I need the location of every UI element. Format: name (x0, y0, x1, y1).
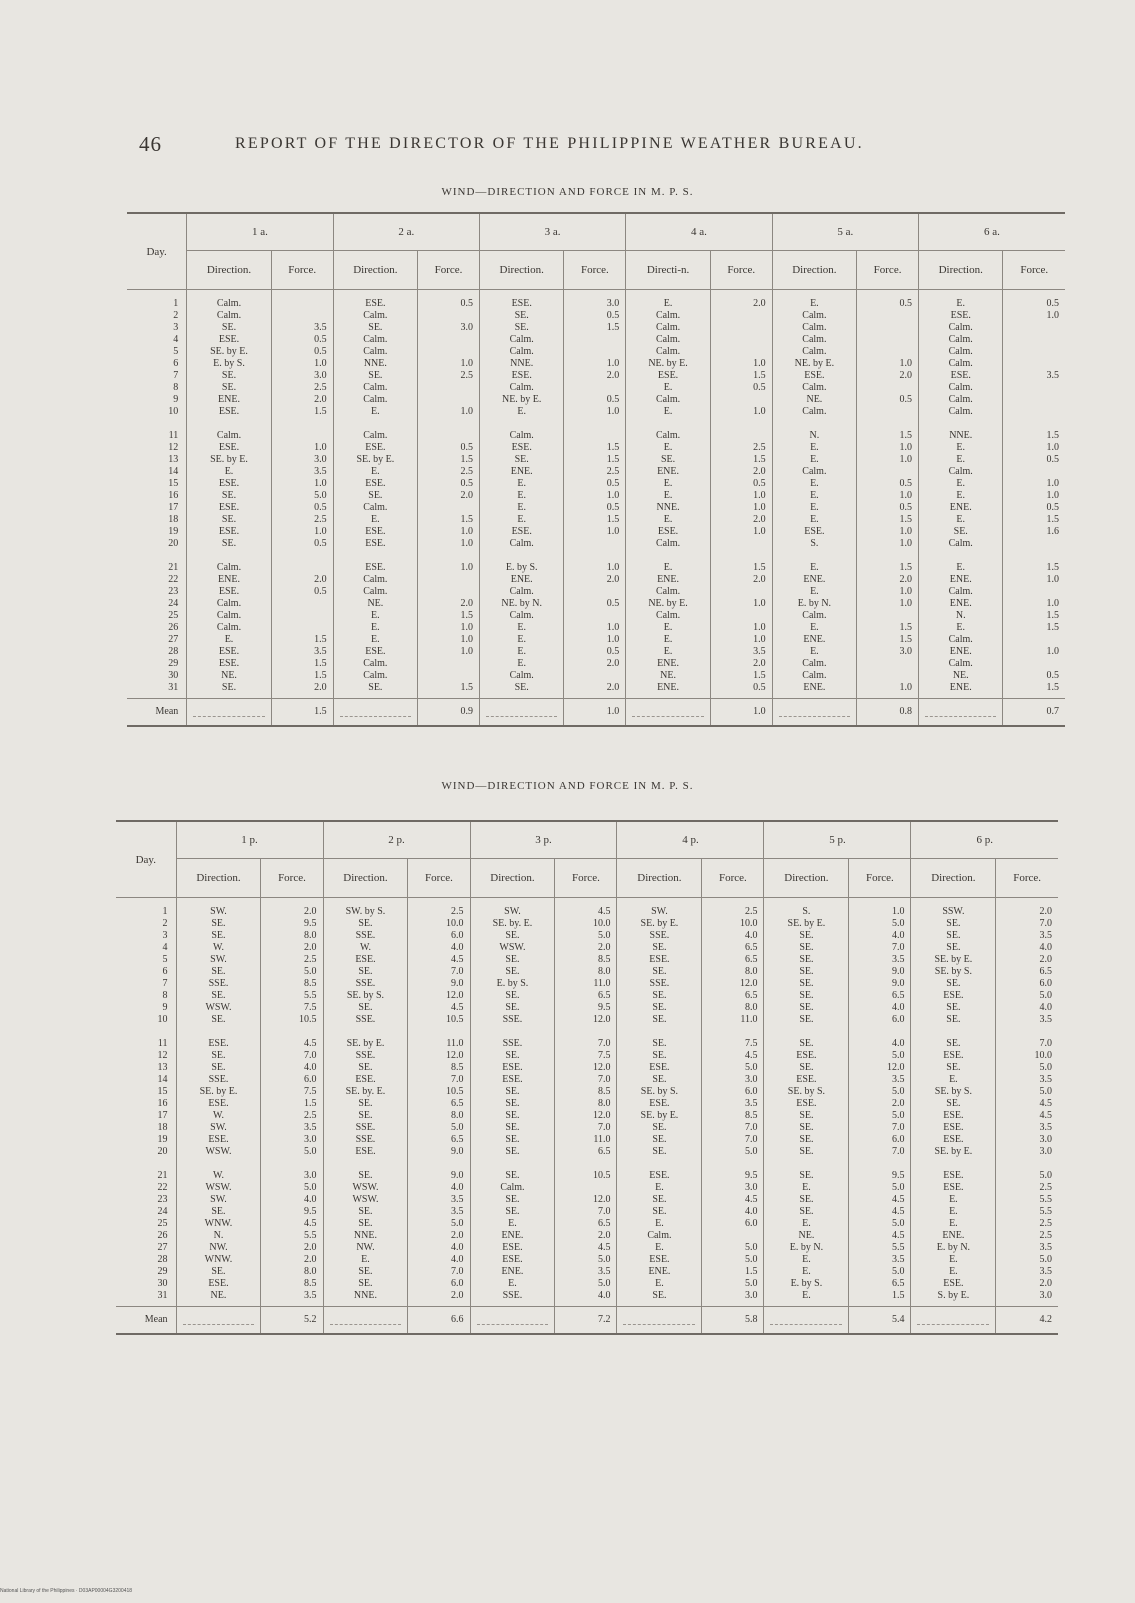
am-wind-table (127, 212, 1065, 727)
dash-rule (623, 1316, 695, 1325)
am-hour-header: 2 a. (333, 213, 479, 251)
force-cell: 3.5 0.5 0.5 1.0 3.0 2.5 2.0 1.5 (271, 290, 333, 423)
force-cell: 2.5 10.0 4.0 6.5 6.5 8.0 12.0 6.5 8.0 11.0 (702, 898, 764, 1031)
day-numbers-cell: 1 2 3 4 5 6 7 8 9 10 (168, 298, 179, 417)
mean-dash-cell (617, 1307, 702, 1335)
mean-dash-cell (187, 699, 272, 727)
direction-cell: E. ENE. E. E. by N. Calm. E. ENE. E. Calm. Calm. ENE. (772, 554, 857, 699)
day-numbers-cell: 11 12 13 14 15 16 17 18 19 20 (168, 430, 179, 549)
direction-cell: SW. SE. by E. SSE. SE. ESE. SE. SSE. SE. SE. SE. (617, 898, 702, 1031)
mean-force-value: 1.5 (271, 699, 333, 727)
force-header: Force. (702, 859, 764, 898)
mean-force-value: 5.2 (261, 1307, 323, 1335)
mean-force-value: 7.2 (555, 1307, 617, 1335)
direction-cell: ESE. SE. SE. SSE. SE. by E. ESE. W. SW. ESE. WSW. (176, 1030, 261, 1162)
page-number: 46 (139, 132, 162, 156)
force-cell: 4.5 7.0 4.0 6.0 7.5 1.5 2.5 3.5 3.0 5.0 (261, 1030, 323, 1162)
direction-cell: Calm. ESE. SE. ENE. E. E. E. E. ESE. Calm. (479, 422, 564, 554)
force-cell: 3.0 5.0 4.0 9.5 4.5 5.5 2.0 2.0 8.0 8.5 3.5 (261, 1162, 323, 1307)
dash-rule (925, 708, 997, 717)
direction-cell: SE. SE. ESE. SE. SE. by S. ESE. SE. by E. SE. SE. SE. (617, 1030, 702, 1162)
mean-force-value: 5.4 (849, 1307, 911, 1335)
mean-force-value: 0.8 (857, 699, 919, 727)
am-hour-header: 4 a. (626, 213, 772, 251)
force-cell: 4.5 10.0 5.0 2.0 8.5 8.0 11.0 6.5 9.5 12.0 (555, 898, 617, 1031)
force-cell: 1.5 1.0 1.0 1.5 1.5 1.0 0.5 1.5 (1003, 554, 1065, 699)
force-header: Force. (408, 859, 470, 898)
day-group-row (127, 554, 1065, 699)
pm-hour-header: 4 p. (617, 821, 764, 859)
mean-force-value: 1.0 (710, 699, 772, 727)
force-cell: 9.5 3.0 4.5 4.0 6.0 5.0 5.0 1.5 5.0 3.0 (702, 1162, 764, 1307)
day-group-row (116, 898, 1058, 1031)
force-cell: 2.0 7.0 3.5 4.0 2.0 6.5 6.0 5.0 4.0 3.5 (996, 898, 1058, 1031)
mean-force-value: 4.2 (996, 1307, 1058, 1335)
dash-rule (340, 708, 412, 717)
direction-cell: SE. WSW. WSW. SE. SE. NNE. NW. E. SE. SE. NNE. (323, 1162, 408, 1307)
day-group-row (116, 1162, 1058, 1307)
mean-force-value: 5.8 (702, 1307, 764, 1335)
force-cell: 1.0 2.0 0.5 1.0 1.0 0.5 2.0 2.0 (564, 554, 626, 699)
direction-cell: SE. by E. SSE. SE. ESE. SE. by. E. SE. SE. SSE. SSE. ESE. (323, 1030, 408, 1162)
force-cell: 0.5 1.5 2.5 0.5 2.0 1.5 1.0 1.0 (418, 422, 480, 554)
force-cell: 5.0 2.5 5.5 5.5 2.5 2.5 3.5 5.0 3.5 2.0 3.0 (996, 1162, 1058, 1307)
direction-cell: Calm. Calm. SE. ESE. SE. by E. E. by S. SE. SE. ENE. ESE. (187, 290, 272, 423)
am-hour-header: 1 a. (187, 213, 333, 251)
force-header: Force. (271, 251, 333, 290)
am-table-caption: WIND—DIRECTION AND FORCE IN M. P. S. (441, 186, 694, 198)
direction-cell: SSW. SE. SE. SE. SE. by E. SE. by S. SE. ESE. SE. SE. (911, 898, 996, 1031)
dash-rule (330, 1316, 402, 1325)
dash-rule (193, 708, 265, 717)
force-cell: 10.5 12.0 7.0 6.5 2.0 4.5 5.0 3.5 5.0 4.0 (555, 1162, 617, 1307)
day-numbers-cell: 11 12 13 14 15 16 17 18 19 20 (157, 1038, 168, 1157)
am-hour-header: 3 a. (479, 213, 625, 251)
force-cell: 11.0 12.0 8.5 7.0 10.5 6.5 8.0 5.0 6.5 9.0 (408, 1030, 470, 1162)
force-cell: 1.5 1.0 0.5 1.0 1.0 0.5 1.5 1.6 (1003, 422, 1065, 554)
dash-rule (632, 708, 704, 717)
direction-header: Direction. (764, 859, 849, 898)
mean-dash-cell (918, 699, 1003, 727)
am-hour-header: 5 a. (772, 213, 918, 251)
force-cell: 0.5 1.0 2.0 0.5 (857, 290, 919, 423)
direction-cell: E. ENE. Calm. NE. by E. Calm. E. E. E. ENE. NE. ENE. (626, 554, 711, 699)
day-numbers-cell: 21 22 23 24 25 26 27 28 29 30 31 (157, 1170, 168, 1301)
direction-header: Direction. (617, 859, 702, 898)
force-cell: 1.5 2.0 1.0 1.0 1.0 3.5 2.0 1.5 0.5 (710, 554, 772, 699)
direction-cell: SE. ESE. SE. ESE. SE. by S. ESE. SE. SE. SE. SE. (764, 1030, 849, 1162)
mean-label: Mean (116, 1307, 176, 1335)
direction-header: Direction. (333, 251, 418, 290)
mean-dash-cell (479, 699, 564, 727)
direction-cell: ESE. SE. SE. Calm. Calm. NNE. ESE. Calm. NE. by E. E. (479, 290, 564, 423)
mean-row (116, 1307, 1058, 1335)
force-cell: 7.0 10.0 5.0 3.5 5.0 4.5 4.5 3.5 3.0 3.0 (996, 1030, 1058, 1162)
force-cell: 1.5 1.5 2.5 0.5 1.0 0.5 1.5 1.0 (564, 422, 626, 554)
force-header: Force. (1003, 251, 1065, 290)
am-hour-header: 6 a. (918, 213, 1065, 251)
footer-note: National Library of the Philippines · D03AP00004G3200418 (0, 1588, 133, 1594)
pm-hour-header: 6 p. (911, 821, 1058, 859)
force-cell: 3.0 0.5 1.5 1.0 2.0 0.5 1.0 (564, 290, 626, 423)
day-numbers-cell: 1 2 3 4 5 6 7 8 9 10 (157, 906, 168, 1025)
mean-dash-cell (764, 1307, 849, 1335)
direction-cell: E. Calm. Calm. Calm. Calm. NE. by E. ESE. Calm. NE. Calm. (772, 290, 857, 423)
force-cell: 0.5 3.0 1.0 2.5 1.0 (418, 290, 480, 423)
pm-hour-header: 1 p. (176, 821, 323, 859)
direction-header: Direction. (479, 251, 564, 290)
force-cell: 2.5 10.0 6.0 4.0 4.5 7.0 9.0 12.0 4.5 10.5 (408, 898, 470, 1031)
running-head: REPORT OF THE DIRECTOR OF THE PHILIPPINE WEATHER BUREAU. (235, 135, 864, 152)
direction-header: Direction. (772, 251, 857, 290)
direction-cell: E. Calm. Calm. Calm. Calm. NE. by E. ESE. E. Calm. E. (626, 290, 711, 423)
direction-cell: SSE. SE. ESE. ESE. SE. SE. SE. SE. SE. SE. (470, 1030, 555, 1162)
direction-cell: Calm. ENE. ESE. Calm. Calm. Calm. E. ESE. ESE. NE. SE. (187, 554, 272, 699)
force-cell: 1.5 2.0 1.0 1.0 1.5 1.5 3.0 1.0 (857, 554, 919, 699)
mean-force-value: 6.6 (408, 1307, 470, 1335)
direction-cell: NNE. E. E. Calm. E. E. ENE. E. SE. Calm. (918, 422, 1003, 554)
force-cell: 9.0 4.0 3.5 3.5 5.0 2.0 4.0 4.0 7.0 6.0 2.0 (408, 1162, 470, 1307)
direction-cell: E. by S. ENE. Calm. NE. by N. Calm. E. E. E. E. Calm. SE. (479, 554, 564, 699)
day-group-row (127, 422, 1065, 554)
dash-rule (779, 708, 851, 717)
direction-cell: Calm. ESE. SE. by E. E. ESE. SE. Calm. E. ESE. ESE. (333, 422, 418, 554)
force-header: Force. (261, 859, 323, 898)
direction-cell: E. ESE. Calm. Calm. Calm. Calm. ESE. Calm. Calm. Calm. (918, 290, 1003, 423)
force-header: Force. (710, 251, 772, 290)
force-cell: 1.0 5.0 4.0 7.0 3.5 9.0 9.0 6.5 4.0 6.0 (849, 898, 911, 1031)
direction-header: Directi-n. (626, 251, 711, 290)
force-header: Force. (996, 859, 1058, 898)
day-numbers-cell: 21 22 23 24 25 26 27 28 29 30 31 (168, 562, 179, 693)
direction-cell: Calm. E. SE. ENE. E. E. NNE. E. ESE. Calm. (626, 422, 711, 554)
mean-force-value: 0.7 (1003, 699, 1065, 727)
direction-cell: E. ENE. Calm. ENE. N. E. Calm. ENE. Calm. NE. ENE. (918, 554, 1003, 699)
direction-cell: S. SE. by E. SE. SE. SE. SE. SE. SE. SE. SE. (764, 898, 849, 1031)
pm-wind-table (116, 820, 1058, 1335)
force-cell: 9.5 5.0 4.5 4.5 5.0 4.5 5.5 3.5 5.0 6.5 1.5 (849, 1162, 911, 1307)
force-cell: 2.0 1.0 1.5 0.5 1.0 (710, 290, 772, 423)
force-cell: 1.0 3.0 3.5 1.0 5.0 0.5 2.5 1.0 0.5 (271, 422, 333, 554)
mean-dash-cell (772, 699, 857, 727)
mean-row (127, 699, 1065, 727)
mean-dash-cell (470, 1307, 555, 1335)
day-group-row (116, 1030, 1058, 1162)
force-header: Force. (849, 859, 911, 898)
day-group-row (127, 290, 1065, 423)
direction-cell: Calm. ESE. SE. by E. E. ESE. SE. ESE. SE. ESE. SE. (187, 422, 272, 554)
pm-table-caption: WIND—DIRECTION AND FORCE IN M. P. S. (441, 780, 694, 792)
direction-cell: ESE. ESE. E. E. E. ENE. E. by N. E. E. ESE. S. by E. (911, 1162, 996, 1307)
dash-rule (917, 1316, 989, 1325)
direction-cell: SW. SE. by. E. SE. WSW. SE. SE. E. by S. SE. SE. SSE. (470, 898, 555, 1031)
force-cell: 2.0 0.5 1.5 3.5 1.5 1.5 2.0 (271, 554, 333, 699)
direction-cell: ESE. E. SE. SE. E. Calm. E. ESE. ENE. E. SE. (617, 1162, 702, 1307)
force-cell: 7.5 4.5 5.0 3.0 6.0 3.5 8.5 7.0 7.0 5.0 (702, 1030, 764, 1162)
force-header: Force. (555, 859, 617, 898)
force-cell: 7.0 7.5 12.0 7.0 8.5 8.0 12.0 7.0 11.0 6.5 (555, 1030, 617, 1162)
direction-cell: SE. ESE. SE. E. SE. by S. SE. ESE. ESE. ESE. SE. by E. (911, 1030, 996, 1162)
direction-header: Direction. (911, 859, 996, 898)
dash-rule (770, 1316, 842, 1325)
direction-cell: ESE. Calm. SE. Calm. Calm. NNE. SE. Calm. Calm. E. (333, 290, 418, 423)
force-cell: 4.0 5.0 12.0 3.5 5.0 2.0 5.0 7.0 6.0 7.0 (849, 1030, 911, 1162)
direction-header: Direction. (323, 859, 408, 898)
force-cell: 1.0 2.0 1.5 1.0 1.0 1.0 1.5 (418, 554, 480, 699)
direction-cell: SE. Calm. SE. SE. E. ENE. ESE. ESE. ENE. E. SSE. (470, 1162, 555, 1307)
direction-cell: SE. E. SE. SE. E. NE. E. by N. E. E. E. by S. E. (764, 1162, 849, 1307)
mean-dash-cell (333, 699, 418, 727)
pm-day-header: Day. (116, 821, 176, 898)
force-header: Force. (857, 251, 919, 290)
force-header: Force. (564, 251, 626, 290)
direction-cell: ESE. Calm. Calm. NE. E. E. E. ESE. Calm. Calm. SE. (333, 554, 418, 699)
direction-header: Direction. (918, 251, 1003, 290)
dash-rule (486, 708, 558, 717)
force-cell: 0.5 1.0 3.5 (1003, 290, 1065, 423)
pm-hour-header: 3 p. (470, 821, 617, 859)
mean-dash-cell (323, 1307, 408, 1335)
am-day-header: Day. (127, 213, 187, 290)
force-header: Force. (418, 251, 480, 290)
mean-dash-cell (911, 1307, 996, 1335)
mean-force-value: 1.0 (564, 699, 626, 727)
force-cell: 1.5 1.0 1.0 0.5 1.0 0.5 1.5 1.0 1.0 (857, 422, 919, 554)
dash-rule (183, 1316, 255, 1325)
pm-hour-header: 5 p. (764, 821, 911, 859)
pm-hour-header: 2 p. (323, 821, 470, 859)
direction-cell: SW. SE. SE. W. SW. SE. SSE. SE. WSW. SE. (176, 898, 261, 1031)
direction-cell: W. WSW. SW. SE. WNW. N. NW. WNW. SE. ESE. NE. (176, 1162, 261, 1307)
direction-header: Direction. (176, 859, 261, 898)
mean-dash-cell (176, 1307, 261, 1335)
mean-force-value: 0.9 (418, 699, 480, 727)
dash-rule (477, 1316, 549, 1325)
mean-label: Mean (127, 699, 187, 727)
direction-header: Direction. (470, 859, 555, 898)
force-cell: 2.0 9.5 8.0 2.0 2.5 5.0 8.5 5.5 7.5 10.5 (261, 898, 323, 1031)
direction-cell: SW. by S. SE. SSE. W. ESE. SE. SSE. SE. by S. SE. SSE. (323, 898, 408, 1031)
force-cell: 2.5 1.5 2.0 0.5 1.0 1.0 2.0 1.0 (710, 422, 772, 554)
direction-cell: N. E. E. Calm. E. E. E. E. ESE. S. (772, 422, 857, 554)
mean-dash-cell (626, 699, 711, 727)
direction-header: Direction. (187, 251, 272, 290)
